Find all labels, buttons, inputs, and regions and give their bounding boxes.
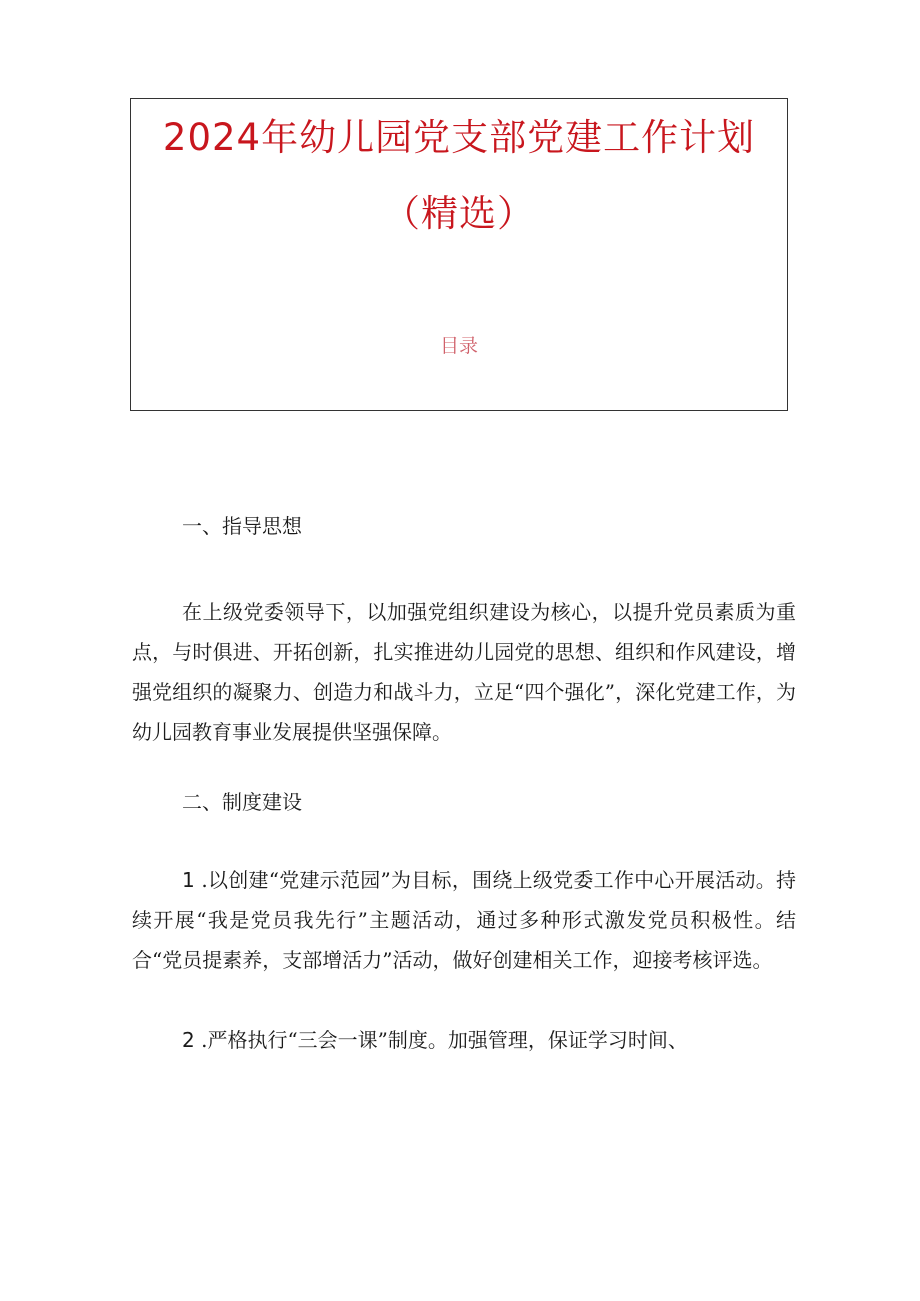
list-item-number: 1	[182, 868, 195, 892]
list-item-text: .以创建“党建示范园”为目标，围绕上级党委工作中心开展活动。持续开展“我是党员我先行”主题活动，通过多种形式激发党员积极性。结合“党员提素养，支部增活力”活动，做好创建相关工作，迎接考核评选。	[132, 868, 796, 972]
paragraph-guiding-ideology: 在上级党委领导下，以加强党组织建设为核心，以提升党员素质为重点，与时俱进、开拓创新，扎实推进幼儿园党的思想、组织和作风建设，增强党组织的凝聚力、创造力和战斗力，立足“四个强化”，深化党建工作，为幼儿园教育事业发展提供坚强保障。	[132, 600, 796, 744]
table-of-contents-link[interactable]: 目录	[439, 335, 478, 357]
list-item-2	[132, 1020, 796, 1060]
section-heading-guiding-ideology: 一、指导思想	[182, 514, 302, 538]
cover-title-box	[130, 98, 788, 411]
section-heading-system-building: 二、制度建设	[182, 790, 302, 814]
document-body	[132, 508, 796, 1060]
list-item-text: .严格执行“三会一课”制度。加强管理，保证学习时间、	[201, 1028, 688, 1052]
document-subtitle: （精选）	[383, 192, 535, 235]
document-title: 2024年幼儿园党支部党建工作计划	[162, 116, 756, 159]
list-item-number: 2	[182, 1028, 195, 1052]
list-item-1	[132, 860, 796, 980]
